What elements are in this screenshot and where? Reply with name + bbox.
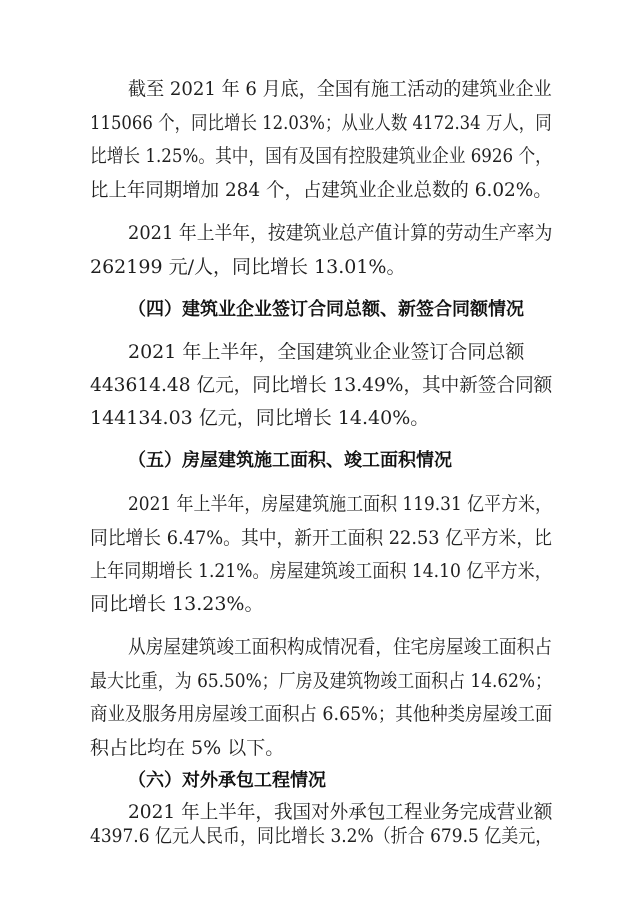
paragraph-line: 4397.6 亿元人民币，同比增长 3.2%（折合 679.5 亿美元， xyxy=(90,825,553,847)
paragraph-line: 截至 2021 年 6 月底，全国有施工活动的建筑业企业 xyxy=(128,78,552,100)
paragraph-line: 上年同期增长 1.21%。房屋建筑竣工面积 14.10 亿平方米， xyxy=(90,560,552,582)
paragraph-line: 同比增长 6.47%。其中，新开工面积 22.53 亿平方米，比 xyxy=(90,527,552,549)
paragraph-line: 144134.03 亿元，同比增长 14.40%。 xyxy=(90,407,430,429)
paragraph-line: 积占比均在 5% 以下。 xyxy=(90,737,285,759)
section-heading: （四）建筑业企业签订合同总额、新签合同额情况 xyxy=(128,299,524,320)
section-heading: （五）房屋建筑施工面积、竣工面积情况 xyxy=(128,450,452,471)
paragraph-line: 2021 年上半年，全国建筑业企业签订合同总额 xyxy=(128,341,525,363)
section-heading: （六）对外承包工程情况 xyxy=(128,770,326,791)
paragraph-line: 比上年同期增加 284 个，占建筑业企业总数的 6.02%。 xyxy=(90,179,552,201)
paragraph-line: 262199 元/人，同比增长 13.01%。 xyxy=(90,256,406,278)
paragraph-line: 443614.48 亿元，同比增长 13.49%，其中新签合同额 xyxy=(90,374,553,396)
paragraph-line: 从房屋建筑竣工面积构成情况看，住宅房屋竣工面积占 xyxy=(128,636,553,658)
paragraph-line: 2021 年上半年，房屋建筑施工面积 119.31 亿平方米， xyxy=(128,493,552,515)
paragraph-line: 2021 年上半年，按建筑业总产值计算的劳动生产率为 xyxy=(128,222,553,244)
paragraph-line: 比增长 1.25%。其中，国有及国有控股建筑业企业 6926 个， xyxy=(90,145,552,167)
paragraph-line: 115066 个，同比增长 12.03%；从业人数 4172.34 万人，同 xyxy=(90,112,552,134)
paragraph-line: 最大比重，为 65.50%；厂房及建筑物竣工面积占 14.62%； xyxy=(90,670,552,692)
paragraph-line: 2021 年上半年，我国对外承包工程业务完成营业额 xyxy=(128,801,553,823)
paragraph-line: 商业及服务用房屋竣工面积占 6.65%；其他种类房屋竣工面 xyxy=(90,703,553,725)
paragraph-line: 同比增长 13.23%。 xyxy=(90,593,264,615)
